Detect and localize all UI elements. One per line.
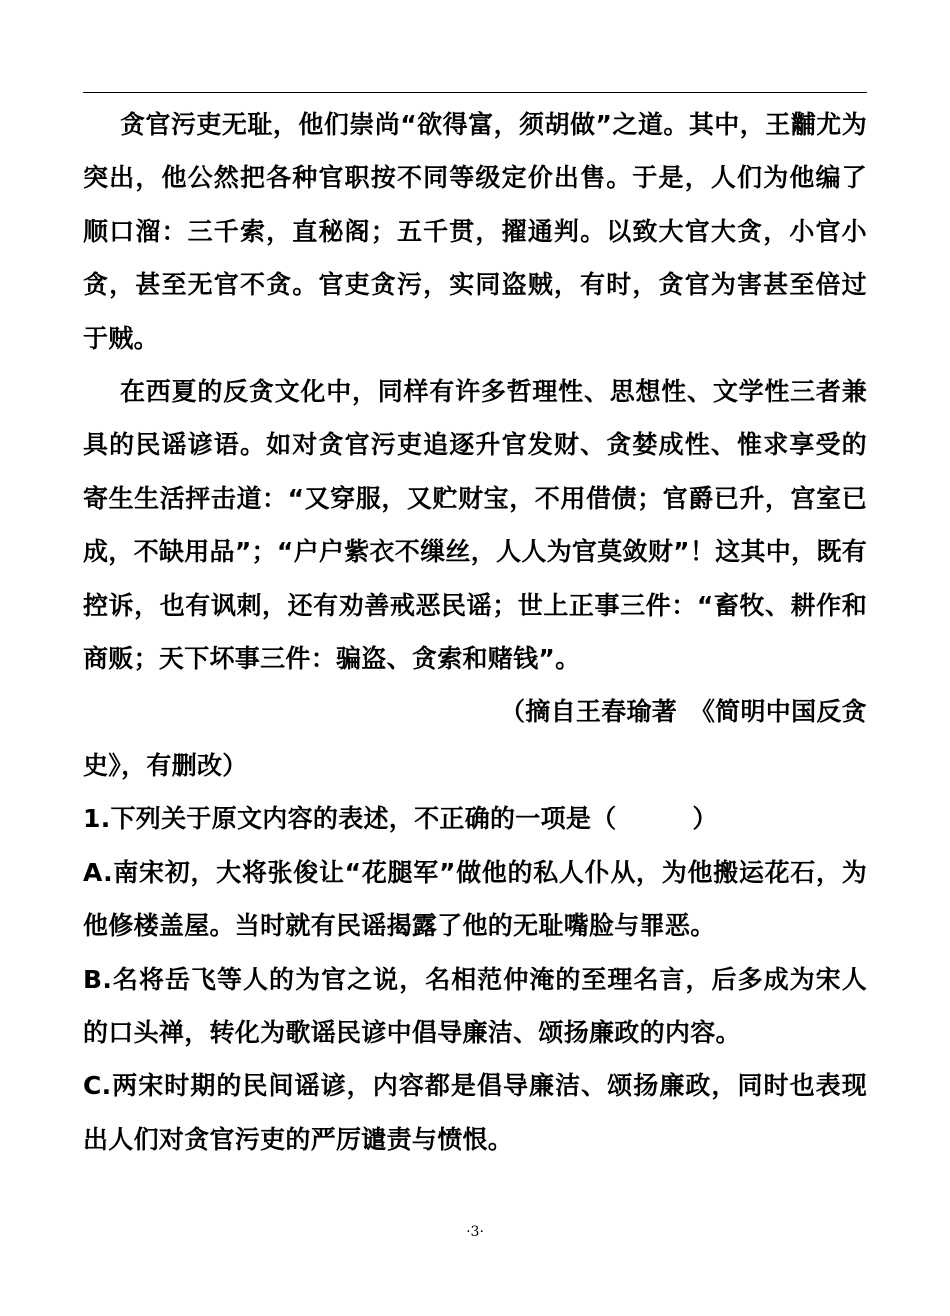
page-number: ·3· xyxy=(466,1224,484,1240)
option-a: A.南宋初，大将张俊让“花腿军”做他的私人仆从，为他搬运花石，为他修楼盖屋。当时就有民谣揭露了他的无耻嘴脸与罪恶。 xyxy=(83,857,867,941)
source-citation-line1: （摘自王春瑜著 《简明中国反贪 xyxy=(499,697,867,727)
source-citation-line2: 史》，有删改） xyxy=(83,750,248,780)
paragraph-western-xia: 在西夏的反贪文化中，同样有许多哲理性、思想性、文学性三者兼具的民谣谚语。如对贪官污吏追逐升官发财、贪婪成性、惟求享受的寄生生活抨击道：“又穿服，又贮财宝，不用借债；官爵已升，宫室已成，不缺用品”；“户户紫衣不缫丝，人人为官莫敛财”！这其中，既有控诉，也有讽刺，还有劝善戒恶民谣；世上正事三件：“畜牧、耕作和商贩；天下坏事三件：骗盗、贪索和赌钱”。 xyxy=(83,377,867,674)
question-stem: 1.下列关于原文内容的表述，不正确的一项是（ ） xyxy=(83,804,718,834)
paragraph-corrupt-officials: 贪官污吏无耻，他们崇尚“欲得富，须胡做”之道。其中，王黼尤为突出，他公然把各种官职按不同等级定价出售。于是，人们为他编了顺口溜：三千索，直秘阁；五千贯，擢通判。以致大官大贪，小官小贪，甚至无官不贪。官吏贪污，实同盗贼，有时，贪官为害甚至倍过于贼。 xyxy=(83,110,867,353)
option-c: C.两宋时期的民间谣谚，内容都是倡导廉洁、颂扬廉政，同时也表现出人们对贪官污吏的严厉谴责与愤恨。 xyxy=(83,1071,867,1154)
top-rule xyxy=(83,92,867,93)
option-b: B.名将岳飞等人的为官之说，名相范仲淹的至理名言，后多成为宋人的口头禅，转化为歌谣民谚中倡导廉洁、颂扬廉政的内容。 xyxy=(83,964,867,1047)
document-body xyxy=(83,98,867,1166)
